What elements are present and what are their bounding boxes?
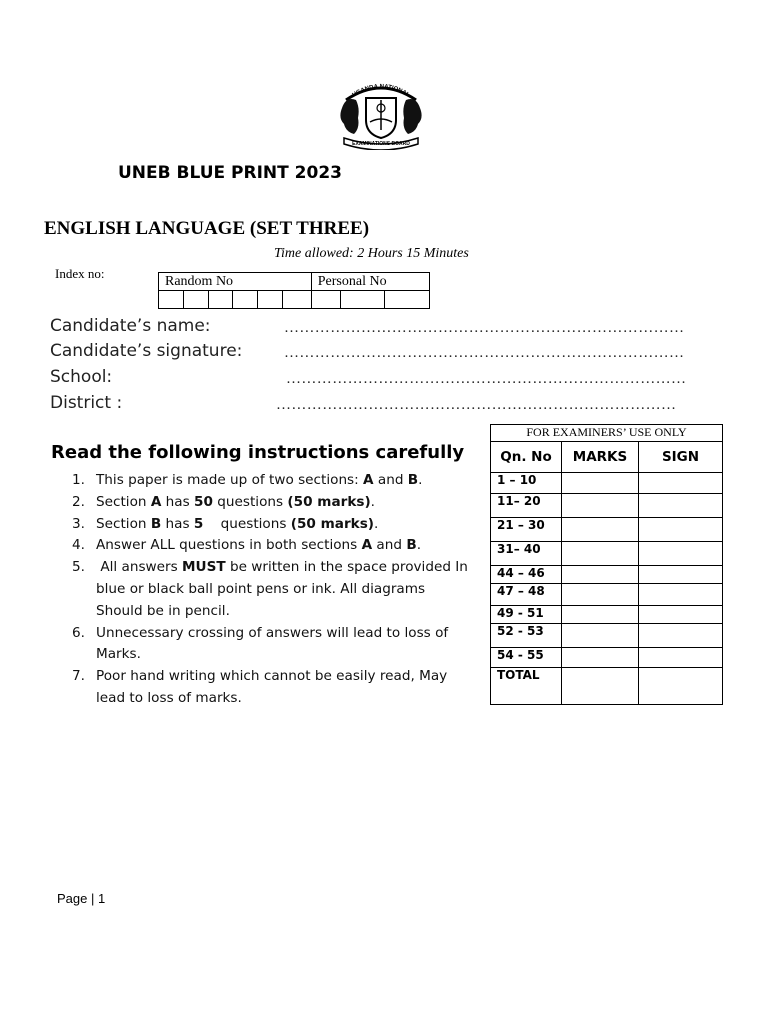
random-no-header: Random No: [159, 273, 312, 291]
table-row: [491, 494, 723, 518]
district-field[interactable]: ……………………………………………………………………: [276, 397, 677, 413]
col-sign: SIGN: [639, 442, 723, 473]
instruction-text: questions: [212, 493, 288, 510]
table-row: [491, 648, 723, 668]
random-no-box[interactable]: [282, 291, 311, 309]
instruction-text: Section: [96, 515, 151, 532]
question-range: 1 – 10: [491, 473, 562, 494]
question-range: 21 – 30: [491, 518, 562, 542]
random-no-box[interactable]: [208, 291, 233, 309]
sign-cell[interactable]: [639, 648, 723, 668]
instruction-item: [72, 470, 472, 492]
question-range: 52 - 53: [491, 624, 562, 648]
instruction-item: [72, 557, 472, 622]
time-allowed: Time allowed: 2 Hours 15 Minutes: [274, 246, 469, 261]
instruction-text: This paper is made up of two sections:: [96, 472, 364, 488]
instruction-text: and: [372, 537, 407, 554]
question-range: 11– 20: [491, 494, 562, 518]
marks-cell[interactable]: [562, 494, 639, 518]
school-field[interactable]: ……………………………………………………………………: [286, 371, 687, 387]
personal-no-header: Personal No: [311, 273, 429, 291]
sign-cell[interactable]: [639, 606, 723, 624]
marks-cell[interactable]: [562, 584, 639, 606]
instruction-text: .: [416, 537, 422, 554]
random-no-box[interactable]: [159, 291, 184, 309]
personal-no-box[interactable]: [385, 291, 430, 309]
instruction-number: 2.: [72, 493, 85, 510]
instruction-emphasis: B: [406, 537, 417, 554]
instruction-emphasis: 5: [193, 515, 204, 532]
instruction-text: has: [161, 493, 195, 510]
candidate-name-field[interactable]: ……………………………………………………………………: [284, 320, 685, 336]
instruction-text: be written in the space provided In blue or black ball point pens or ink. All diagrams Should be in pencil.: [96, 559, 473, 619]
candidate-name-label: Candidate’s name:: [50, 316, 211, 336]
instruction-text: Unnecessary crossing of answers will lead to loss of Marks.: [96, 624, 453, 663]
examiners-use-table: [490, 424, 723, 705]
marks-cell[interactable]: [562, 518, 639, 542]
sign-cell[interactable]: [639, 542, 723, 566]
index-number-table: [158, 272, 430, 309]
instruction-emphasis: 50: [194, 493, 213, 510]
marks-cell[interactable]: [562, 542, 639, 566]
question-range: 44 – 46: [491, 566, 562, 584]
instruction-emphasis: B: [407, 472, 419, 488]
blueprint-heading: UNEB BLUE PRINT 2023: [118, 163, 342, 183]
instruction-item: [72, 492, 472, 514]
marks-cell[interactable]: [562, 606, 639, 624]
instruction-item: [72, 514, 472, 536]
table-row: [491, 566, 723, 584]
instruction-emphasis: A: [363, 472, 374, 488]
subject-title: ENGLISH LANGUAGE (SET THREE): [44, 218, 370, 239]
marks-cell[interactable]: [562, 566, 639, 584]
candidate-signature-field[interactable]: ……………………………………………………………………: [284, 345, 685, 361]
question-range: 54 - 55: [491, 648, 562, 668]
instruction-number: 6.: [72, 624, 85, 641]
instructions-title: Read the following instructions carefully: [51, 442, 465, 463]
col-qn-no: Qn. No: [491, 442, 562, 473]
svg-text:UGANDA NATIONAL: UGANDA NATIONAL: [351, 83, 411, 99]
candidate-signature-label: Candidate’s signature:: [50, 341, 243, 361]
instruction-item: [72, 666, 472, 710]
col-marks: MARKS: [562, 442, 639, 473]
instruction-number: 7.: [72, 668, 85, 685]
instruction-text: Section: [96, 493, 151, 510]
district-label: District :: [50, 393, 123, 413]
question-range: TOTAL: [491, 668, 562, 705]
page-number: Page | 1: [57, 891, 106, 906]
random-no-box[interactable]: [258, 291, 283, 309]
uneb-crest-logo: [334, 78, 428, 150]
index-no-label: Index no:: [55, 266, 105, 281]
instruction-text: All answers: [96, 559, 183, 576]
marks-cell[interactable]: [562, 473, 639, 494]
instruction-emphasis: MUST: [182, 559, 226, 576]
sign-cell[interactable]: [639, 584, 723, 606]
examiners-caption: FOR EXAMINERS’ USE ONLY: [491, 425, 723, 442]
instruction-text: and: [373, 472, 408, 488]
instructions-list: [72, 470, 472, 710]
instruction-text: Poor hand writing which cannot be easily read, May lead to loss of marks.: [96, 668, 452, 706]
instruction-text: .: [418, 472, 423, 488]
marks-cell[interactable]: [562, 624, 639, 648]
instruction-text: Answer ALL questions in both sections: [96, 537, 362, 554]
table-row: [491, 606, 723, 624]
instruction-item: [72, 623, 472, 667]
table-row: [491, 624, 723, 648]
sign-cell[interactable]: [639, 494, 723, 518]
instruction-number: 3.: [72, 515, 85, 532]
marks-cell[interactable]: [562, 668, 639, 705]
instruction-number: 1.: [72, 472, 85, 488]
instruction-emphasis: (50 marks): [287, 493, 371, 510]
marks-cell[interactable]: [562, 648, 639, 668]
table-row: [491, 668, 723, 705]
sign-cell[interactable]: [639, 668, 723, 705]
instruction-emphasis: A: [150, 493, 162, 510]
table-row: [491, 542, 723, 566]
sign-cell[interactable]: [639, 473, 723, 494]
random-no-box[interactable]: [183, 291, 208, 309]
question-range: 49 - 51: [491, 606, 562, 624]
instruction-emphasis: (50 marks): [290, 515, 375, 532]
instruction-emphasis: A: [361, 537, 373, 554]
instruction-text: .: [374, 515, 379, 532]
table-row: [491, 473, 723, 494]
question-range: 31– 40: [491, 542, 562, 566]
sign-cell[interactable]: [639, 518, 723, 542]
instruction-text: has: [161, 515, 194, 532]
personal-no-box[interactable]: [340, 291, 385, 309]
instruction-emphasis: B: [150, 515, 162, 532]
instruction-number: 5.: [72, 559, 85, 576]
random-no-box[interactable]: [233, 291, 258, 309]
question-range: 47 – 48: [491, 584, 562, 606]
table-row: [491, 518, 723, 542]
personal-no-box[interactable]: [311, 291, 340, 309]
instruction-number: 4.: [72, 537, 85, 554]
sign-cell[interactable]: [639, 624, 723, 648]
sign-cell[interactable]: [639, 566, 723, 584]
table-row: [491, 584, 723, 606]
instruction-item: [72, 535, 472, 557]
instruction-text: .: [370, 493, 375, 510]
svg-text:EXAMINATIONS BOARD: EXAMINATIONS BOARD: [352, 141, 410, 147]
instruction-text: questions: [203, 515, 291, 532]
school-label: School:: [50, 367, 113, 387]
